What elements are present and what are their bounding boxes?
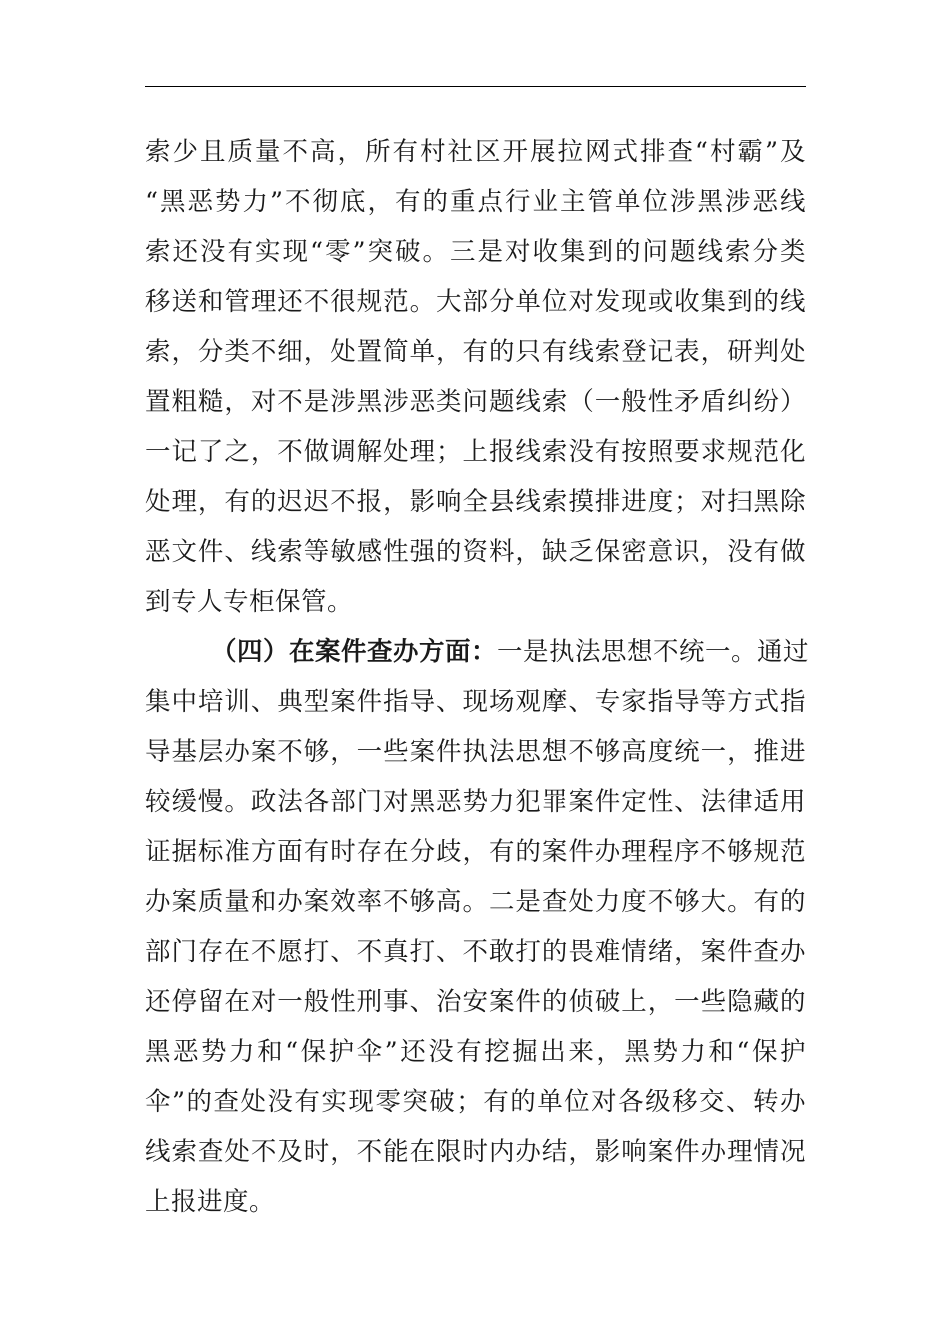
paragraph-line: 办案质量和办案效率不够高。二是查处力度不够大。有的 [145, 887, 806, 917]
paragraph-line: 上报进度。 [145, 1187, 276, 1217]
section-heading: （四）在案件查办方面： [211, 637, 498, 667]
paragraph-line: 线索查处不及时，不能在限时内办结，影响案件办理情况 [145, 1137, 806, 1167]
paragraph-line: 置粗糙，对不是涉黑涉恶类问题线索（一般性矛盾纠纷） [145, 387, 806, 417]
paragraph-line: 索，分类不细，处置简单，有的只有线索登记表，研判处 [145, 337, 806, 367]
paragraph-line-rest: 一是执法思想不统一。通过 [497, 637, 810, 667]
paragraph-line: 索少且质量不高，所有村社区开展拉网式排查“村霸”及 [145, 137, 806, 167]
paragraph-line: 移送和管理还不很规范。大部分单位对发现或收集到的线 [145, 287, 806, 317]
paragraph-line: 还停留在对一般性刑事、治安案件的侦破上，一些隐藏的 [145, 987, 806, 1017]
paragraph-line: 导基层办案不够，一些案件执法思想不够高度统一，推进 [145, 737, 806, 767]
paragraph-line: 集中培训、典型案件指导、现场观摩、专家指导等方式指 [145, 687, 806, 717]
paragraph-line: 恶文件、线索等敏感性强的资料，缺乏保密意识，没有做 [145, 537, 806, 567]
paragraph-line: 证据标准方面有时存在分歧，有的案件办理程序不够规范 [145, 837, 806, 867]
paragraph-line: 到专人专柜保管。 [145, 587, 354, 617]
paragraph-line: 伞”的查处没有实现零突破；有的单位对各级移交、转办 [145, 1087, 806, 1117]
body-text [145, 127, 810, 1227]
paragraph-line: “黑恶势力”不彻底，有的重点行业主管单位涉黑涉恶线 [145, 187, 806, 217]
paragraph-line: 黑恶势力和“保护伞”还没有挖掘出来，黑势力和“保护 [145, 1037, 806, 1067]
paragraph-line: 部门存在不愿打、不真打、不敢打的畏难情绪，案件查办 [145, 937, 806, 967]
header-rule [145, 86, 806, 87]
paragraph-line: 一记了之，不做调解处理；上报线索没有按照要求规范化 [145, 437, 806, 467]
paragraph-first-line [145, 627, 810, 677]
paragraph-line: 索还没有实现“零”突破。三是对收集到的问题线索分类 [145, 237, 806, 267]
paragraph-line: 处理，有的迟迟不报，影响全县线索摸排进度；对扫黑除 [145, 487, 806, 517]
paragraph-line: 较缓慢。政法各部门对黑恶势力犯罪案件定性、法律适用 [145, 787, 806, 817]
